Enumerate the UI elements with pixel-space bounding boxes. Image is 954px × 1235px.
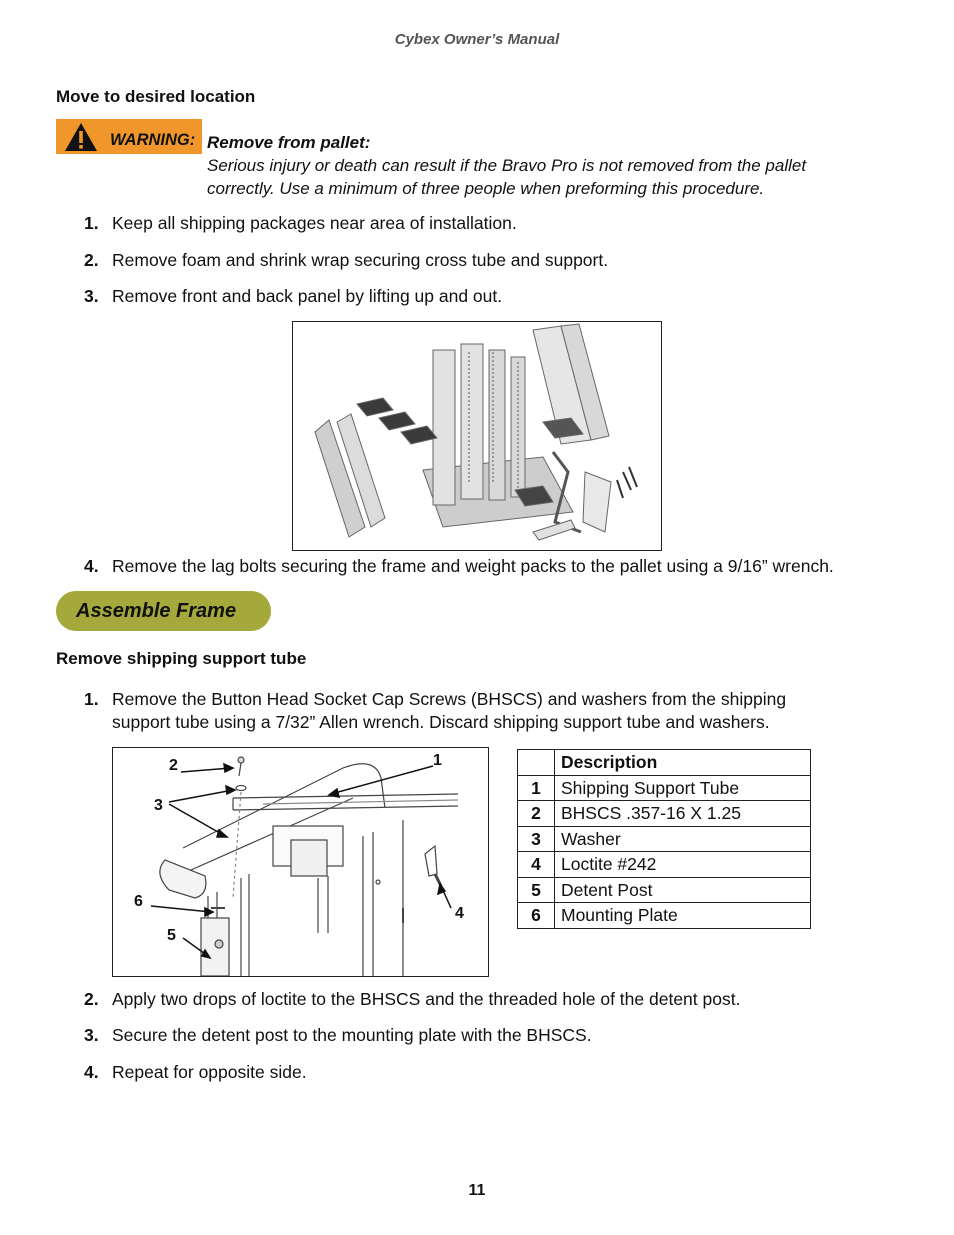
page-number: 11	[468, 1182, 486, 1199]
step-text: Keep all shipping packages near area of installation.	[112, 213, 517, 233]
warning-triangle-icon	[64, 122, 98, 152]
section-title-pill	[56, 591, 271, 631]
step-number: 4.	[84, 556, 99, 576]
figure-exploded-frame	[292, 321, 662, 551]
running-header: Cybex Owner’s Manual	[394, 31, 560, 48]
section-title: Assemble Frame	[76, 599, 237, 622]
step-item	[84, 249, 904, 272]
table-row	[518, 801, 811, 827]
row-num: 3	[518, 826, 555, 852]
table-header-num	[518, 750, 555, 776]
callout-4: 4	[455, 905, 464, 922]
step-text-line-1: Remove the Button Head Socket Cap Screws (BHSCS) and washers from the shipping	[112, 689, 787, 709]
callout-5: 5	[167, 927, 176, 944]
row-desc: Washer	[555, 826, 811, 852]
step-item	[84, 212, 904, 235]
step-number: 3.	[84, 286, 99, 306]
parts-table	[517, 749, 811, 929]
warning-title: Remove from pallet:	[207, 133, 371, 152]
heading-move-location: Move to desired location	[56, 87, 256, 106]
table-row	[518, 877, 811, 903]
table-row	[518, 826, 811, 852]
row-desc: Loctite #242	[555, 852, 811, 878]
step-text: Remove the lag bolts securing the frame and weight packs to the pallet using a 9/16” wrench.	[112, 556, 834, 576]
row-desc: Mounting Plate	[555, 903, 811, 929]
step-number: 3.	[84, 1025, 99, 1045]
row-num: 5	[518, 877, 555, 903]
table-row	[518, 852, 811, 878]
step-text: Remove front and back panel by lifting up and out.	[112, 286, 503, 306]
step-number: 4.	[84, 1062, 99, 1082]
step-item	[84, 555, 924, 578]
table-row	[518, 903, 811, 929]
table-header-row	[518, 750, 811, 776]
warning-line-2: correctly. Use a minimum of three people when preforming this procedure.	[207, 179, 765, 198]
heading-remove-tube: Remove shipping support tube	[56, 649, 307, 668]
row-desc: BHSCS .357-16 X 1.25	[555, 801, 811, 827]
row-num: 4	[518, 852, 555, 878]
step-item	[84, 988, 904, 1011]
callout-1: 1	[433, 752, 442, 769]
step-number: 1.	[84, 689, 99, 709]
warning-text	[207, 131, 806, 200]
step-number: 2.	[84, 250, 99, 270]
row-num: 1	[518, 775, 555, 801]
step-text: Remove foam and shrink wrap securing cross tube and support.	[112, 250, 609, 270]
step-number: 2.	[84, 989, 99, 1009]
row-num: 2	[518, 801, 555, 827]
figure-support-tube	[112, 747, 489, 977]
exploded-frame-illustration	[293, 322, 661, 550]
callout-3: 3	[154, 797, 163, 814]
step-text: Repeat for opposite side.	[112, 1062, 307, 1082]
row-desc: Shipping Support Tube	[555, 775, 811, 801]
step-number: 1.	[84, 213, 99, 233]
callout-6: 6	[134, 893, 143, 910]
warning-line-1: Serious injury or death can result if the Bravo Pro is not removed from the pallet	[207, 156, 807, 175]
table-row	[518, 775, 811, 801]
row-num: 6	[518, 903, 555, 929]
step-item	[84, 688, 904, 734]
warning-label: WARNING:	[110, 131, 196, 149]
step-item	[84, 1061, 904, 1084]
step-item	[84, 1024, 904, 1047]
callout-2: 2	[169, 757, 178, 774]
step-item	[84, 285, 904, 308]
step-text: Apply two drops of loctite to the BHSCS and the threaded hole of the detent post.	[112, 989, 741, 1009]
table-header-desc: Description	[555, 750, 811, 776]
step-text-line-2: support tube using a 7/32” Allen wrench. Discard shipping support tube and washers.	[112, 712, 770, 732]
row-desc: Detent Post	[555, 877, 811, 903]
step-text: Secure the detent post to the mounting plate with the BHSCS.	[112, 1025, 592, 1045]
